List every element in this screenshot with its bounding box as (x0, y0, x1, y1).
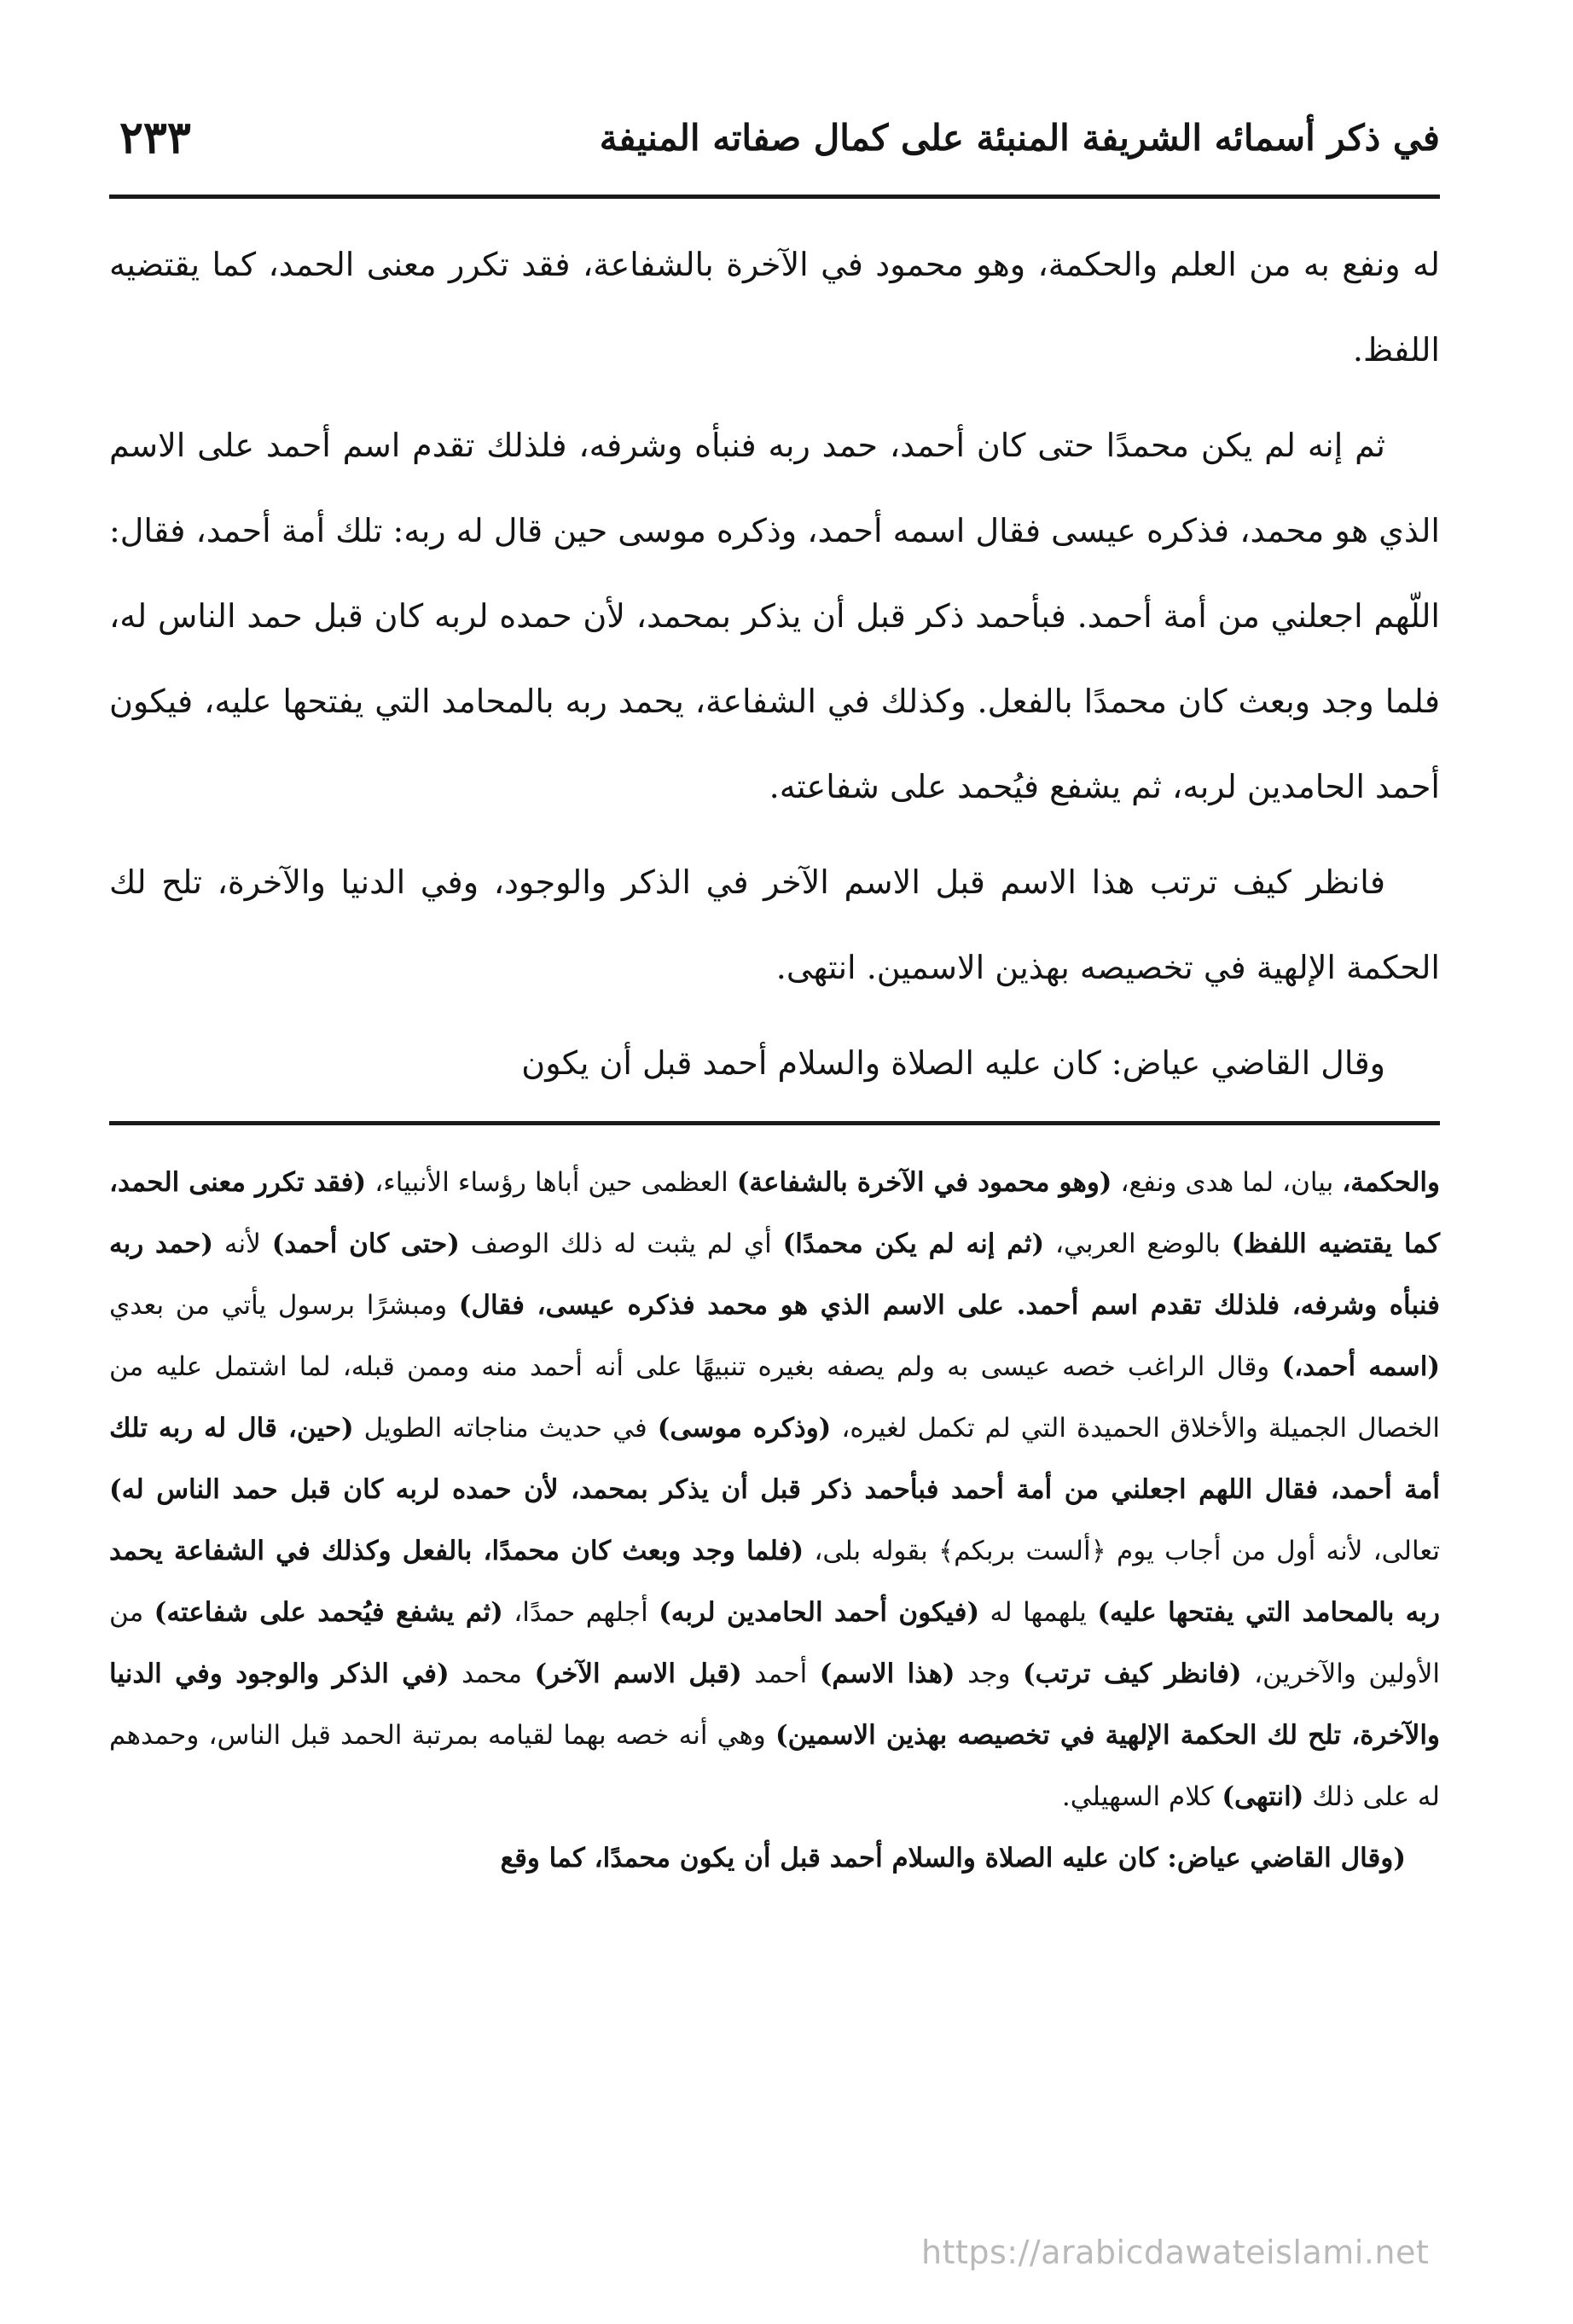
commentary-quoted-text: (وذكره موسى) (657, 1413, 832, 1444)
page-number: ٢٣٣ (119, 112, 191, 164)
commentary-explanation: يلهمها له (979, 1597, 1098, 1628)
commentary-quoted-text: (قبل الاسم الآخر) (534, 1659, 742, 1689)
commentary-quoted-text: والحكمة، (1342, 1167, 1441, 1198)
commentary-explanation: وقال الراغب خصه عيسى به ولم يصفه بغيره تنبيهًا على أنه أحمد منه وممن قبله، لما اشتمل عليه من الخصال الجميلة والأخلاق الحميدة التي لم تكمل لغيره، (109, 1351, 1440, 1444)
main-paragraph-3: فانظر كيف ترتب هذا الاسم قبل الاسم الآخر في الذكر والوجود، وفي الدنيا والآخرة، تلح لك الحكمة الإلهية في تخصيصه بهذين الاسمين. انتهى. (109, 863, 1440, 986)
commentary-last-line (109, 1827, 1440, 1889)
commentary-quoted-text: (حمد ربه فنبأه وشرفه، فلذلك تقدم اسم أحمد. على الاسم الذي هو محمد فذكره عيسى، فقال) (109, 1229, 1440, 1321)
commentary-quoted-text: (فانظر كيف ترتب) (1022, 1659, 1242, 1689)
commentary-explanation: أحمد (741, 1659, 820, 1689)
commentary-explanation: وجد (955, 1659, 1023, 1689)
commentary-quoted-text: (فقد تكرر معنى الحمد، كما يقتضيه اللفظ) (109, 1167, 1440, 1259)
commentary-text (109, 1152, 1440, 1889)
commentary-quoted-text: (وهو محمود في الآخرة بالشفاعة) (736, 1167, 1112, 1198)
commentary-quoted-text: (فلما وجد وبعث كان محمدًا، بالفعل وكذلك في الشفاعة يحمد ربه بالمحامد التي يفتحها عليه) (109, 1536, 1440, 1628)
commentary-explanation: محمد (449, 1659, 535, 1689)
commentary-explanation: كلام السهيلي. (1061, 1781, 1222, 1812)
watermark-url: https://arabicdawateislami.net (921, 2234, 1430, 2271)
commentary-explanation: ومبشرًا برسول يأتي من بعدي (109, 1290, 459, 1321)
commentary-quoted-text: (هذا الاسم) (819, 1659, 955, 1689)
commentary-explanation: بيان، لما هدى ونفع، (1112, 1167, 1343, 1198)
commentary-explanation: وهي أنه خصه بهما لقيامه بمرتبة الحمد قبل الناس، وحمدهم له على ذلك (109, 1720, 1440, 1812)
main-paragraph-2: ثم إنه لم يكن محمدًا حتى كان أحمد، حمد ربه فنبأه وشرفه، فلذلك تقدم اسم أحمد على الاسم الذي هو محمد، فذكره عيسى فقال اسمه أحمد، وذكره موسى حين قال له ربه: تلك أمة أحمد، فقال: اللّهم اجعلني من أمة أحمد. فبأحمد ذكر قبل أن يذكر بمحمد، لأن حمده لربه كان قبل حمد الناس له، فلما وجد وبعث كان محمدًا بالفعل. وكذلك في الشفاعة، يحمد ربه بالمحامد التي يفتحها عليه، فيكون أحمد الحامدين لربه، ثم يشفع فيُحمد على شفاعته. (109, 427, 1440, 805)
commentary-quoted-text: (ثم إنه لم يكن محمدًا) (782, 1229, 1045, 1259)
section-divider (109, 1121, 1440, 1125)
running-header (109, 104, 1440, 181)
commentary-explanation: أي لم يثبت له ذلك الوصف (459, 1229, 783, 1259)
commentary-quoted-text: (اسمه أحمد،) (1281, 1351, 1440, 1382)
commentary-explanation: بالوضع العربي، (1044, 1229, 1232, 1259)
commentary-quoted-text: (حتى كان أحمد) (271, 1229, 460, 1259)
running-title: في ذكر أسمائه الشريفة المنبئة على كمال صفاته المنيفة (599, 117, 1440, 159)
commentary-quoted-text: (انتهى) (1222, 1781, 1304, 1812)
commentary-quoted-text: (في الذكر والوجود وفي الدنيا والآخرة، تلح لك الحكمة الإلهية في تخصيصه بهذين الاسمين) (109, 1659, 1440, 1751)
header-rule (109, 195, 1440, 199)
commentary-explanation: من الأولين والآخرين، (109, 1597, 1441, 1689)
book-page (109, 85, 1440, 2304)
commentary-quoted-text: (ثم يشفع فيُحمد على شفاعته) (154, 1597, 503, 1628)
commentary-paragraph (109, 1152, 1440, 1827)
commentary-quote: (وقال القاضي عياض: كان عليه الصلاة والسلام أحمد قبل أن يكون محمدًا، كما وقع (500, 1843, 1406, 1874)
commentary-explanation: أجلهم حمدًا، (502, 1597, 659, 1628)
main-paragraph-4: وقال القاضي عياض: كان عليه الصلاة والسلام أحمد قبل أن يكون (521, 1044, 1385, 1082)
commentary-explanation: لأنه (213, 1229, 272, 1259)
main-text (109, 222, 1440, 1116)
commentary-quoted-text: (فيكون أحمد الحامدين لربه) (659, 1597, 980, 1628)
commentary-explanation: في حديث مناجاته الطويل (353, 1413, 658, 1444)
commentary-explanation: العظمى حين أباها رؤساء الأنبياء، (366, 1167, 737, 1198)
commentary-explanation: تعالى، لأنه أول من أجاب يوم ﴿ألست بربكم﴾ بقوله بلى، (804, 1536, 1440, 1566)
main-paragraph-1: له ونفع به من العلم والحكمة، وهو محمود في الآخرة بالشفاعة، فقد تكرر معنى الحمد، كما يقتضيه اللفظ. (109, 246, 1440, 369)
commentary-quoted-text: (حين، قال له ربه تلك أمة أحمد، فقال اللهم اجعلني من أمة أحمد فبأحمد ذكر قبل أن يذكر بمحمد، لأن حمده لربه كان قبل حمد الناس له) (109, 1413, 1440, 1505)
